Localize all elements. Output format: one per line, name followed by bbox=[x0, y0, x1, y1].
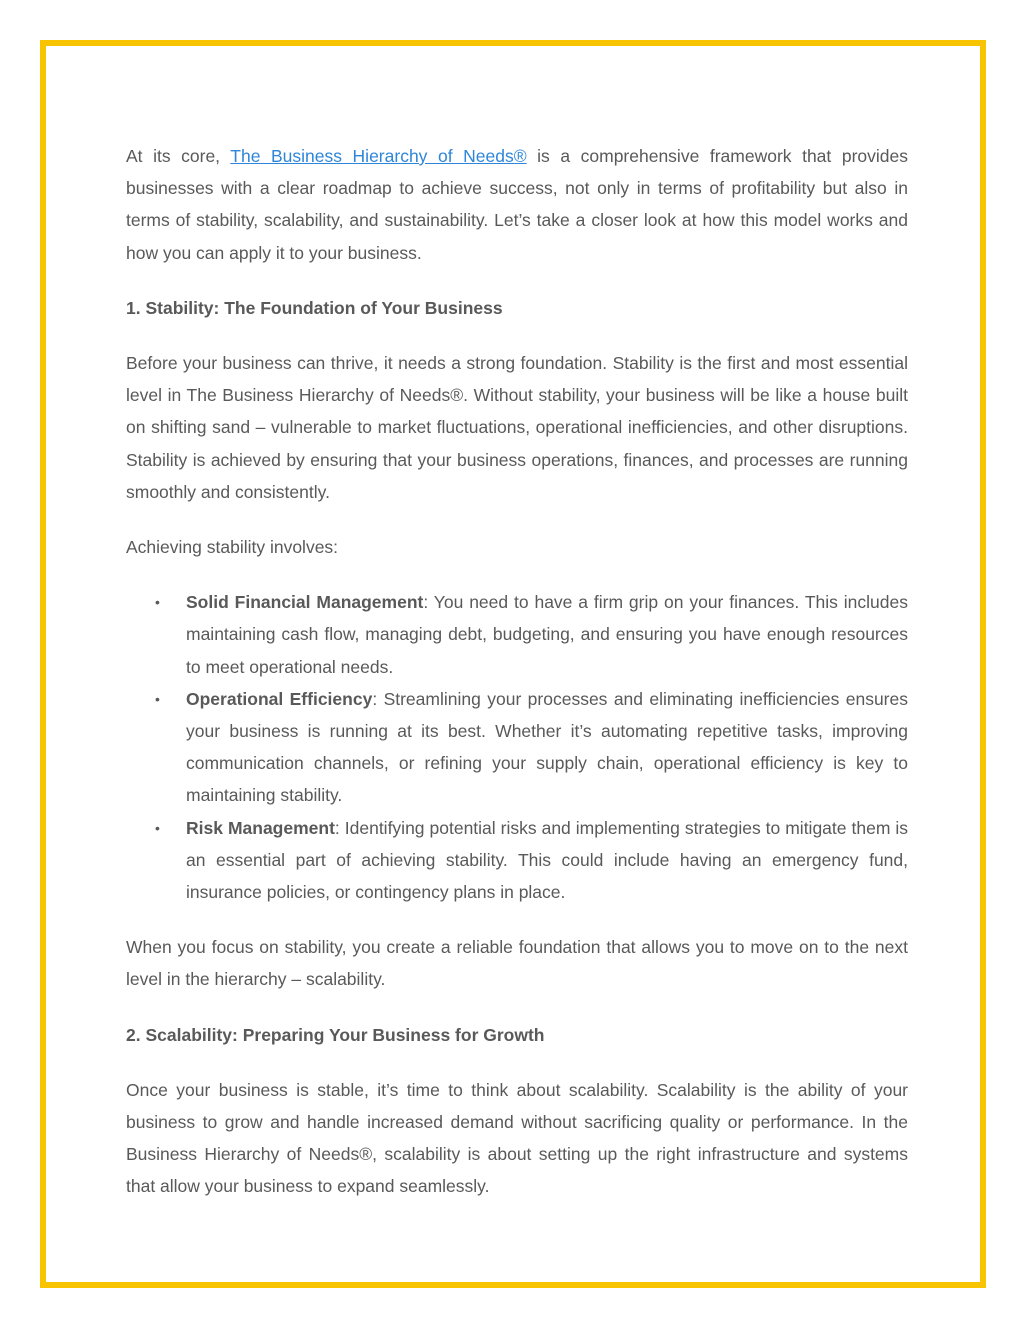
section2-heading: 2. Scalability: Preparing Your Business for Growth bbox=[126, 1024, 545, 1045]
bullet-icon: • bbox=[155, 819, 160, 836]
list-item bbox=[155, 812, 909, 909]
section1-closing: When you focus on stability, you create a reliable foundation that allows you to move on to the next level in the hierarchy – scalability. bbox=[126, 937, 908, 990]
stability-list bbox=[126, 586, 908, 908]
section1-heading: 1. Stability: The Foundation of Your Business bbox=[126, 297, 503, 318]
list-item-term: Solid Financial Management bbox=[186, 592, 424, 613]
page-frame bbox=[40, 40, 986, 1288]
list-item bbox=[155, 683, 908, 812]
business-hierarchy-link[interactable]: The Business Hierarchy of Needs® bbox=[230, 146, 527, 166]
list-item-text: : You need to have a firm grip on your finances. This includes maintaining cash flow, managing debt, budgeting, and ensuring you have enough resources to meet operational needs. bbox=[186, 592, 908, 677]
list-item-text: : Identifying potential risks and implementing strategies to mitigate them is an essential part of achieving stability. This could include having an emergency fund, insurance policies, or contingency plans in place. bbox=[186, 817, 909, 903]
list-item-term: Risk Management bbox=[186, 817, 335, 838]
document-body bbox=[126, 140, 908, 1226]
intro-paragraph bbox=[126, 140, 908, 269]
list-item-text: : Streamlining your processes and eliminating inefficiencies ensures your business is running at its best. Whether it’s automating repetitive tasks, improving communication channels, or refining your supply chain, operational efficiency is key to maintaining stability. bbox=[186, 688, 908, 806]
list-item-term: Operational Efficiency bbox=[186, 688, 373, 709]
intro-suffix: is a comprehensive framework that provides businesses with a clear roadmap to achieve success, not only in terms of profitability but also in terms of stability, scalability, and sustainability. Let’s take a closer look at how this model works and how you can apply it to your business. bbox=[126, 146, 908, 263]
intro-prefix: At its core, bbox=[126, 146, 231, 166]
bullet-icon: • bbox=[155, 690, 160, 707]
bullet-icon: • bbox=[155, 594, 160, 611]
section2-paragraph: Once your business is stable, it’s time to think about scalability. Scalability is the ability of your business to grow and handle increased demand without sacrificing quality or performance. In the Business Hierarchy of Needs®, scalability is about setting up the right infrastructure and systems that allow your business to expand seamlessly. bbox=[126, 1079, 908, 1197]
section1-paragraph: Before your business can thrive, it needs a strong foundation. Stability is the first and most essential level in The Business Hierarchy of Needs®. Without stability, your business will be like a house built on shifting sand – vulnerable to market fluctuations, operational inefficiencies, and other disruptions. Stability is achieved by ensuring that your business operations, finances, and processes are running smoothly and consistently. bbox=[126, 353, 908, 502]
section1-lead: Achieving stability involves: bbox=[126, 537, 339, 558]
list-item bbox=[155, 586, 908, 683]
